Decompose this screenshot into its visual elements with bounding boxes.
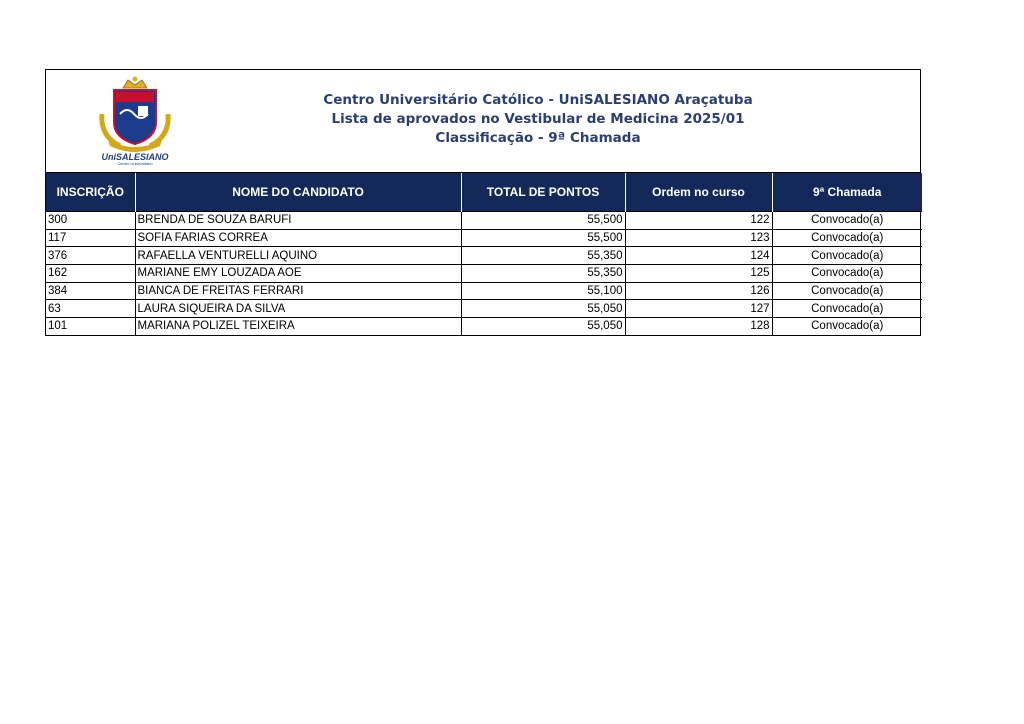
cell-inscricao: 117 xyxy=(46,229,135,247)
cell-ordem: 127 xyxy=(625,300,772,318)
svg-text:Centro Universitário: Centro Universitário xyxy=(117,161,153,166)
unisalesiano-logo xyxy=(90,74,180,166)
cell-nome: LAURA SIQUEIRA DA SILVA xyxy=(135,300,461,318)
cell-ordem: 124 xyxy=(625,247,772,265)
cell-pontos: 55,050 xyxy=(461,318,625,335)
cell-status: Convocado(a) xyxy=(772,265,922,283)
cell-ordem: 122 xyxy=(625,212,772,230)
cell-inscricao: 384 xyxy=(46,282,135,300)
classification-title: Classificação - 9ª Chamada xyxy=(435,130,641,146)
cell-pontos: 55,350 xyxy=(461,247,625,265)
column-header-total-pontos: TOTAL DE PONTOS xyxy=(461,173,625,212)
cell-inscricao: 300 xyxy=(46,212,135,230)
cell-pontos: 55,350 xyxy=(461,265,625,283)
column-header-nome: NOME DO CANDIDATO xyxy=(135,173,461,212)
table-row xyxy=(46,282,922,300)
table-row xyxy=(46,247,922,265)
cell-nome: RAFAELLA VENTURELLI AQUINO xyxy=(135,247,461,265)
cell-nome: MARIANA POLIZEL TEIXEIRA xyxy=(135,318,461,335)
table-row xyxy=(46,318,922,335)
table-row xyxy=(46,265,922,283)
cell-ordem: 126 xyxy=(625,282,772,300)
cell-status: Convocado(a) xyxy=(772,247,922,265)
table-header-row xyxy=(46,173,922,212)
approved-list-sheet xyxy=(45,69,921,336)
cell-inscricao: 162 xyxy=(46,265,135,283)
cell-status: Convocado(a) xyxy=(772,212,922,230)
institution-title: Centro Universitário Católico - UniSALESIANO Araçatuba xyxy=(323,92,753,108)
cell-nome: BIANCA DE FREITAS FERRARI xyxy=(135,282,461,300)
candidates-table xyxy=(46,173,922,335)
cell-pontos: 55,050 xyxy=(461,300,625,318)
cell-status: Convocado(a) xyxy=(772,318,922,335)
cell-status: Convocado(a) xyxy=(772,300,922,318)
cell-inscricao: 376 xyxy=(46,247,135,265)
document-header xyxy=(46,70,920,173)
svg-text:UniSALESIANO: UniSALESIANO xyxy=(101,152,169,162)
table-row xyxy=(46,300,922,318)
cell-status: Convocado(a) xyxy=(772,229,922,247)
table-row xyxy=(46,229,922,247)
cell-pontos: 55,500 xyxy=(461,229,625,247)
cell-pontos: 55,100 xyxy=(461,282,625,300)
cell-status: Convocado(a) xyxy=(772,282,922,300)
cell-nome: MARIANE EMY LOUZADA AOE xyxy=(135,265,461,283)
cell-ordem: 125 xyxy=(625,265,772,283)
cell-nome: BRENDA DE SOUZA BARUFI xyxy=(135,212,461,230)
cell-ordem: 123 xyxy=(625,229,772,247)
column-header-ordem: Ordem no curso xyxy=(625,173,772,212)
document-titles xyxy=(196,91,880,148)
column-header-inscricao: INSCRIÇÃO xyxy=(46,173,135,212)
table-row xyxy=(46,212,922,230)
cell-nome: SOFIA FARIAS CORREA xyxy=(135,229,461,247)
column-header-chamada: 9ª Chamada xyxy=(772,173,922,212)
list-title: Lista de aprovados no Vestibular de Medicina 2025/01 xyxy=(331,111,745,127)
cell-pontos: 55,500 xyxy=(461,212,625,230)
cell-ordem: 128 xyxy=(625,318,772,335)
cell-inscricao: 63 xyxy=(46,300,135,318)
cell-inscricao: 101 xyxy=(46,318,135,335)
